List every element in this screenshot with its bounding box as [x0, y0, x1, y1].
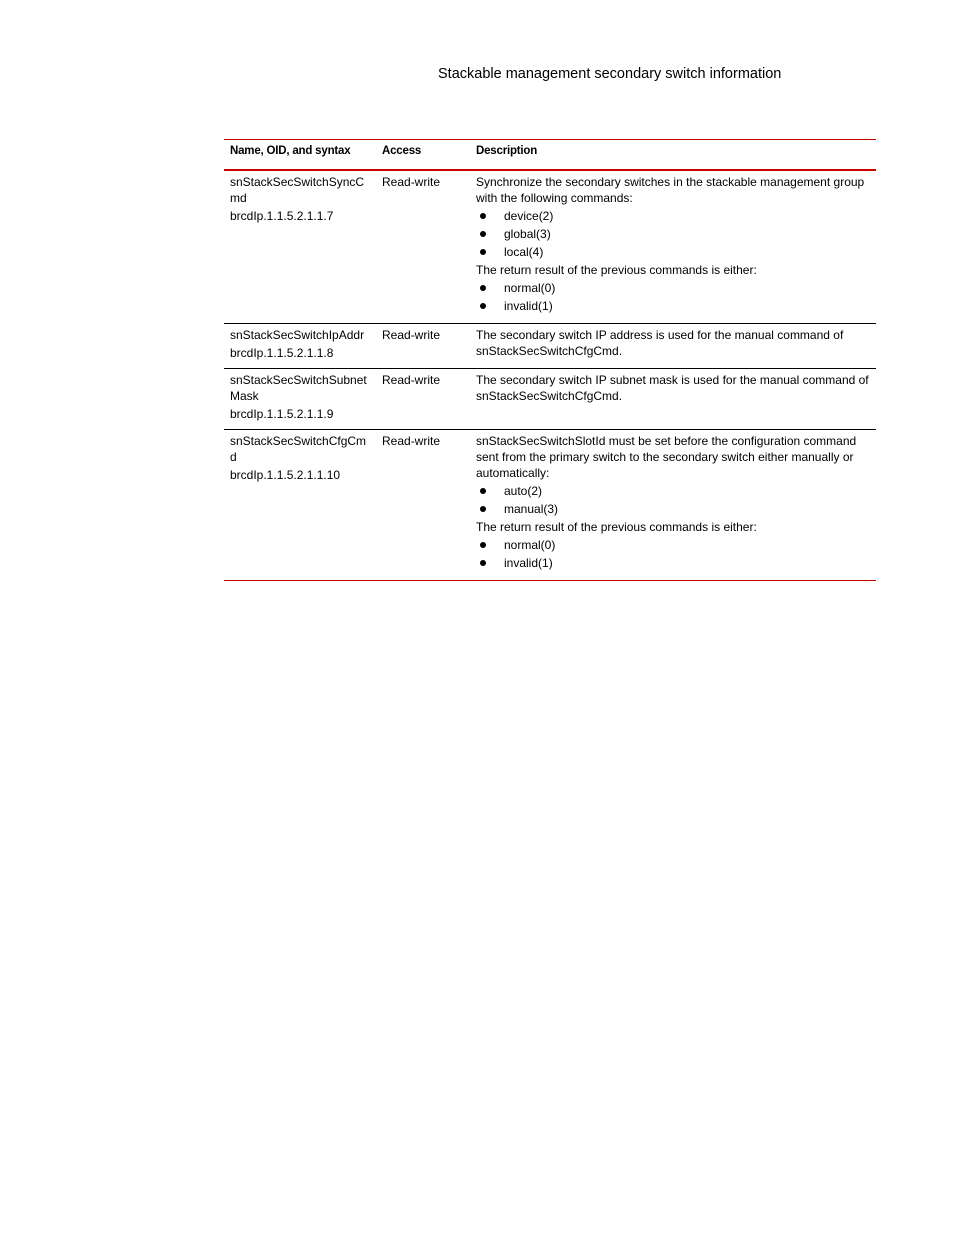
bullet-icon [480, 542, 486, 548]
list-item [476, 244, 872, 260]
option-list [476, 208, 872, 260]
list-item [476, 483, 872, 499]
list-item [476, 298, 872, 314]
description-text: Synchronize the secondary switches in the stackable management group with the following commands: [476, 175, 865, 205]
bullet-icon [480, 488, 486, 494]
result-value: invalid(1) [504, 556, 553, 570]
object-name: snStackSecSwitchCfgCmd [230, 434, 367, 464]
list-item [476, 280, 872, 296]
mib-object-table [224, 139, 876, 581]
bullet-icon [480, 560, 486, 566]
column-header-name: Name, OID, and syntax [230, 145, 351, 157]
list-item [476, 501, 872, 517]
table-header-row [224, 140, 876, 171]
access-cell: Read-write [382, 328, 441, 342]
table-row [224, 430, 876, 581]
option-value: global(3) [504, 227, 551, 241]
description-cell [470, 369, 876, 430]
table-row [224, 170, 876, 324]
access-cell: Read-write [382, 434, 441, 448]
option-value: auto(2) [504, 484, 543, 498]
list-item [476, 226, 872, 242]
object-oid: brcdIp.1.1.5.2.1.1.9 [230, 407, 334, 421]
option-list [476, 483, 872, 517]
description-text: The secondary switch IP subnet mask is used for the manual command of snStackSecSwitchCfgCmd. [476, 373, 869, 403]
description-cell [470, 324, 876, 369]
object-oid: brcdIp.1.1.5.2.1.1.7 [230, 209, 334, 223]
bullet-icon [480, 285, 486, 291]
result-list [476, 280, 872, 314]
result-value: invalid(1) [504, 299, 553, 313]
column-header-access: Access [382, 145, 422, 157]
object-name: snStackSecSwitchSyncCmd [230, 175, 365, 205]
description-cell [470, 170, 876, 324]
bullet-icon [480, 231, 486, 237]
return-text: The return result of the previous commands is either: [476, 263, 757, 277]
option-value: device(2) [504, 209, 554, 223]
running-header-title: Stackable management secondary switch information [438, 66, 782, 82]
bullet-icon [480, 213, 486, 219]
bullet-icon [480, 303, 486, 309]
description-cell [470, 430, 876, 581]
description-text: snStackSecSwitchSlotId must be set before the configuration command sent from the primary switch to the secondary switch either manually or automatically: [476, 434, 857, 480]
table-row [224, 324, 876, 369]
object-name: snStackSecSwitchSubnetMask [230, 373, 367, 403]
name-cell [224, 430, 376, 581]
object-name: snStackSecSwitchIpAddr [230, 328, 365, 342]
result-list [476, 537, 872, 571]
list-item [476, 208, 872, 224]
list-item [476, 537, 872, 553]
list-item [476, 555, 872, 571]
name-cell [224, 170, 376, 324]
option-value: local(4) [504, 245, 544, 259]
option-value: manual(3) [504, 502, 559, 516]
result-value: normal(0) [504, 538, 556, 552]
name-cell [224, 324, 376, 369]
object-oid: brcdIp.1.1.5.2.1.1.8 [230, 346, 334, 360]
column-header-description: Description [476, 145, 538, 157]
bullet-icon [480, 249, 486, 255]
access-cell: Read-write [382, 373, 441, 387]
return-text: The return result of the previous commands is either: [476, 520, 757, 534]
access-cell: Read-write [382, 175, 441, 189]
bullet-icon [480, 506, 486, 512]
result-value: normal(0) [504, 281, 556, 295]
name-cell [224, 369, 376, 430]
description-text: The secondary switch IP address is used for the manual command of snStackSecSwitchCfgCmd. [476, 328, 844, 358]
table-row [224, 369, 876, 430]
object-oid: brcdIp.1.1.5.2.1.1.10 [230, 468, 341, 482]
